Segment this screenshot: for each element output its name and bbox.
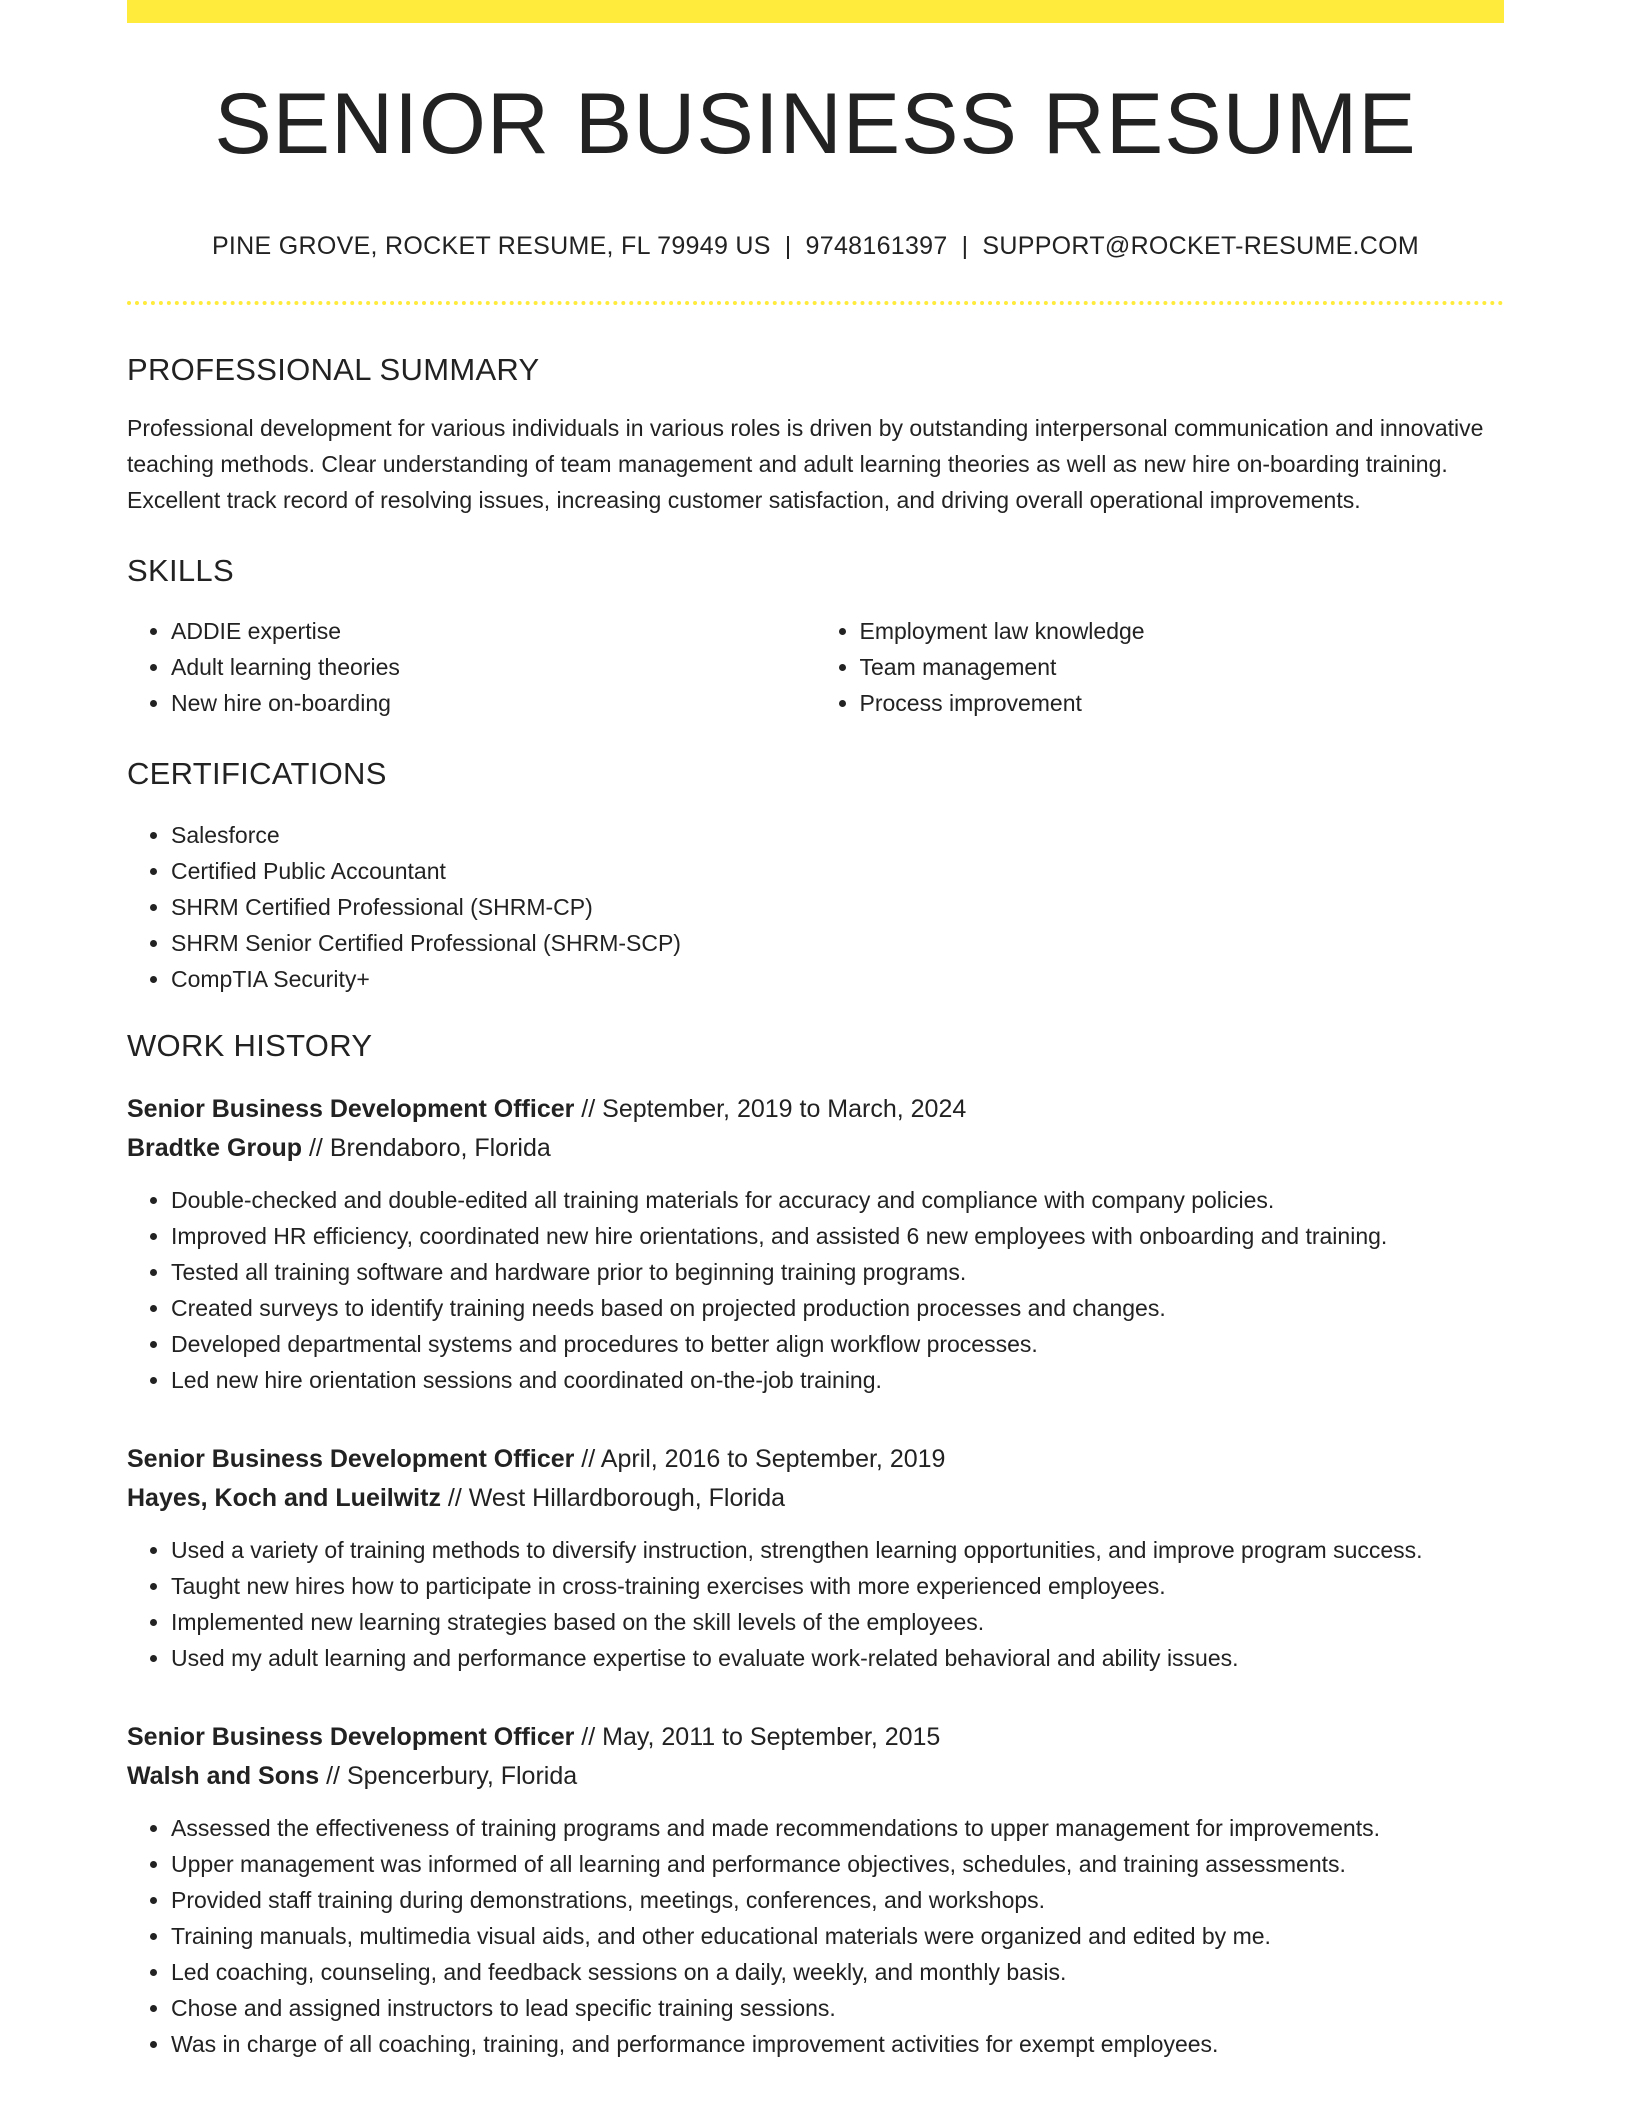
job-company-line [127, 1129, 1504, 1168]
job-bullet: • Created surveys to identify training needs based on projected production processes and changes. [171, 1290, 1504, 1326]
contact-separator: | [961, 232, 969, 260]
skills-heading: SKILLS [127, 553, 234, 589]
job-entry [127, 1090, 1504, 1398]
summary-text: Professional development for various individuals in various roles is driven by outstanding interpersonal communication and innovative teaching methods. Clear understanding of team management and adult learning theories as well as new hire on-boarding training. Excellent track record of resolving issues, increasing customer satisfaction, and driving overall operational improvements. [127, 415, 1484, 514]
job-bullet: • Improved HR efficiency, coordinated new hire orientations, and assisted 6 new employees with onboarding and training. [171, 1218, 1504, 1254]
certifications-list [127, 817, 1504, 997]
job-bullet: • Tested all training software and hardware prior to beginning training programs. [171, 1254, 1504, 1290]
work-history-heading: WORK HISTORY [127, 1027, 373, 1063]
top-accent-bar [127, 0, 1504, 23]
skill-item: • ADDIE expertise [171, 613, 816, 649]
job-entry [127, 1440, 1504, 1676]
summary-section [127, 351, 1504, 518]
job-bullet: • Assessed the effectiveness of training programs and made recommendations to upper management for improvements. [171, 1810, 1504, 1846]
certification-item: • Salesforce [171, 817, 1504, 853]
job-bullet: • Double-checked and double-edited all training materials for accuracy and compliance with company policies. [171, 1182, 1504, 1218]
contact-address: PINE GROVE, ROCKET RESUME, FL 79949 US [211, 232, 771, 260]
certification-item: • CompTIA Security+ [171, 961, 1504, 997]
job-bullets [127, 1810, 1504, 2062]
job-location: // Spencerbury, Florida [319, 1761, 578, 1790]
contact-email: SUPPORT@ROCKET-RESUME.COM [982, 232, 1420, 260]
job-title: Senior Business Development Officer [127, 1722, 575, 1751]
job-company: Walsh and Sons [127, 1761, 320, 1790]
job-bullets [127, 1532, 1504, 1676]
job-bullet: • Used a variety of training methods to diversify instruction, strengthen learning opportunities, and improve program success. [171, 1532, 1504, 1568]
job-bullet: • Provided staff training during demonstrations, meetings, conferences, and workshops. [171, 1882, 1504, 1918]
certification-item: • Certified Public Accountant [171, 853, 1504, 889]
certifications-section [127, 755, 1504, 996]
job-bullet: • Led new hire orientation sessions and coordinated on-the-job training. [171, 1362, 1504, 1398]
contact-line [127, 231, 1504, 261]
job-dates: // May, 2011 to September, 2015 [574, 1722, 941, 1751]
job-bullet: • Taught new hires how to participate in cross-training exercises with more experienced employees. [171, 1568, 1504, 1604]
contact-separator: | [784, 232, 792, 260]
certifications-heading: CERTIFICATIONS [127, 756, 387, 792]
job-bullets [127, 1182, 1504, 1398]
skills-grid [127, 613, 1504, 721]
dotted-divider [127, 301, 1504, 305]
job-location: // Brendaboro, Florida [302, 1133, 551, 1162]
job-bullet: • Led coaching, counseling, and feedback sessions on a daily, weekly, and monthly basis. [171, 1954, 1504, 1990]
job-bullet: • Upper management was informed of all learning and performance objectives, schedules, and training assessments. [171, 1846, 1504, 1882]
skill-item: • Adult learning theories [171, 649, 816, 685]
work-history-section [127, 1027, 1504, 2062]
job-bullet: • Used my adult learning and performance expertise to evaluate work-related behavioral and ability issues. [171, 1640, 1504, 1676]
job-company: Bradtke Group [127, 1133, 303, 1162]
skill-item: • Employment law knowledge [860, 613, 1505, 649]
job-title-line [127, 1718, 1504, 1757]
certification-item: • SHRM Senior Certified Professional (SHRM-SCP) [171, 925, 1504, 961]
job-entry [127, 1718, 1504, 2062]
job-bullet: • Chose and assigned instructors to lead specific training sessions. [171, 1990, 1504, 2026]
job-title-line [127, 1440, 1504, 1479]
resume-page [127, 0, 1504, 2062]
certification-item: • SHRM Certified Professional (SHRM-CP) [171, 889, 1504, 925]
job-location: // West Hillardborough, Florida [440, 1483, 786, 1512]
job-title-line [127, 1090, 1504, 1129]
skills-list-right [816, 613, 1505, 721]
contact-phone: 9748161397 [805, 232, 948, 260]
job-bullet: • Was in charge of all coaching, training, and performance improvement activities for exempt employees. [171, 2026, 1504, 2062]
job-bullet: • Developed departmental systems and procedures to better align workflow processes. [171, 1326, 1504, 1362]
job-bullet: • Implemented new learning strategies based on the skill levels of the employees. [171, 1604, 1504, 1640]
job-title: Senior Business Development Officer [127, 1444, 575, 1473]
job-company-line [127, 1757, 1504, 1796]
job-company-line [127, 1479, 1504, 1518]
job-dates: // April, 2016 to September, 2019 [574, 1444, 946, 1473]
skill-item: • New hire on-boarding [171, 685, 816, 721]
skills-section [127, 552, 1504, 721]
job-bullet: • Training manuals, multimedia visual aids, and other educational materials were organized and edited by me. [171, 1918, 1504, 1954]
resume-title: SENIOR BUSINESS RESUME [214, 76, 1417, 172]
skill-item: • Team management [860, 649, 1505, 685]
skills-list-left [127, 613, 816, 721]
summary-heading: PROFESSIONAL SUMMARY [127, 352, 540, 387]
job-company: Hayes, Koch and Lueilwitz [127, 1483, 441, 1512]
skill-item: • Process improvement [860, 685, 1505, 721]
job-dates: // September, 2019 to March, 2024 [574, 1094, 967, 1123]
job-title: Senior Business Development Officer [127, 1094, 575, 1123]
